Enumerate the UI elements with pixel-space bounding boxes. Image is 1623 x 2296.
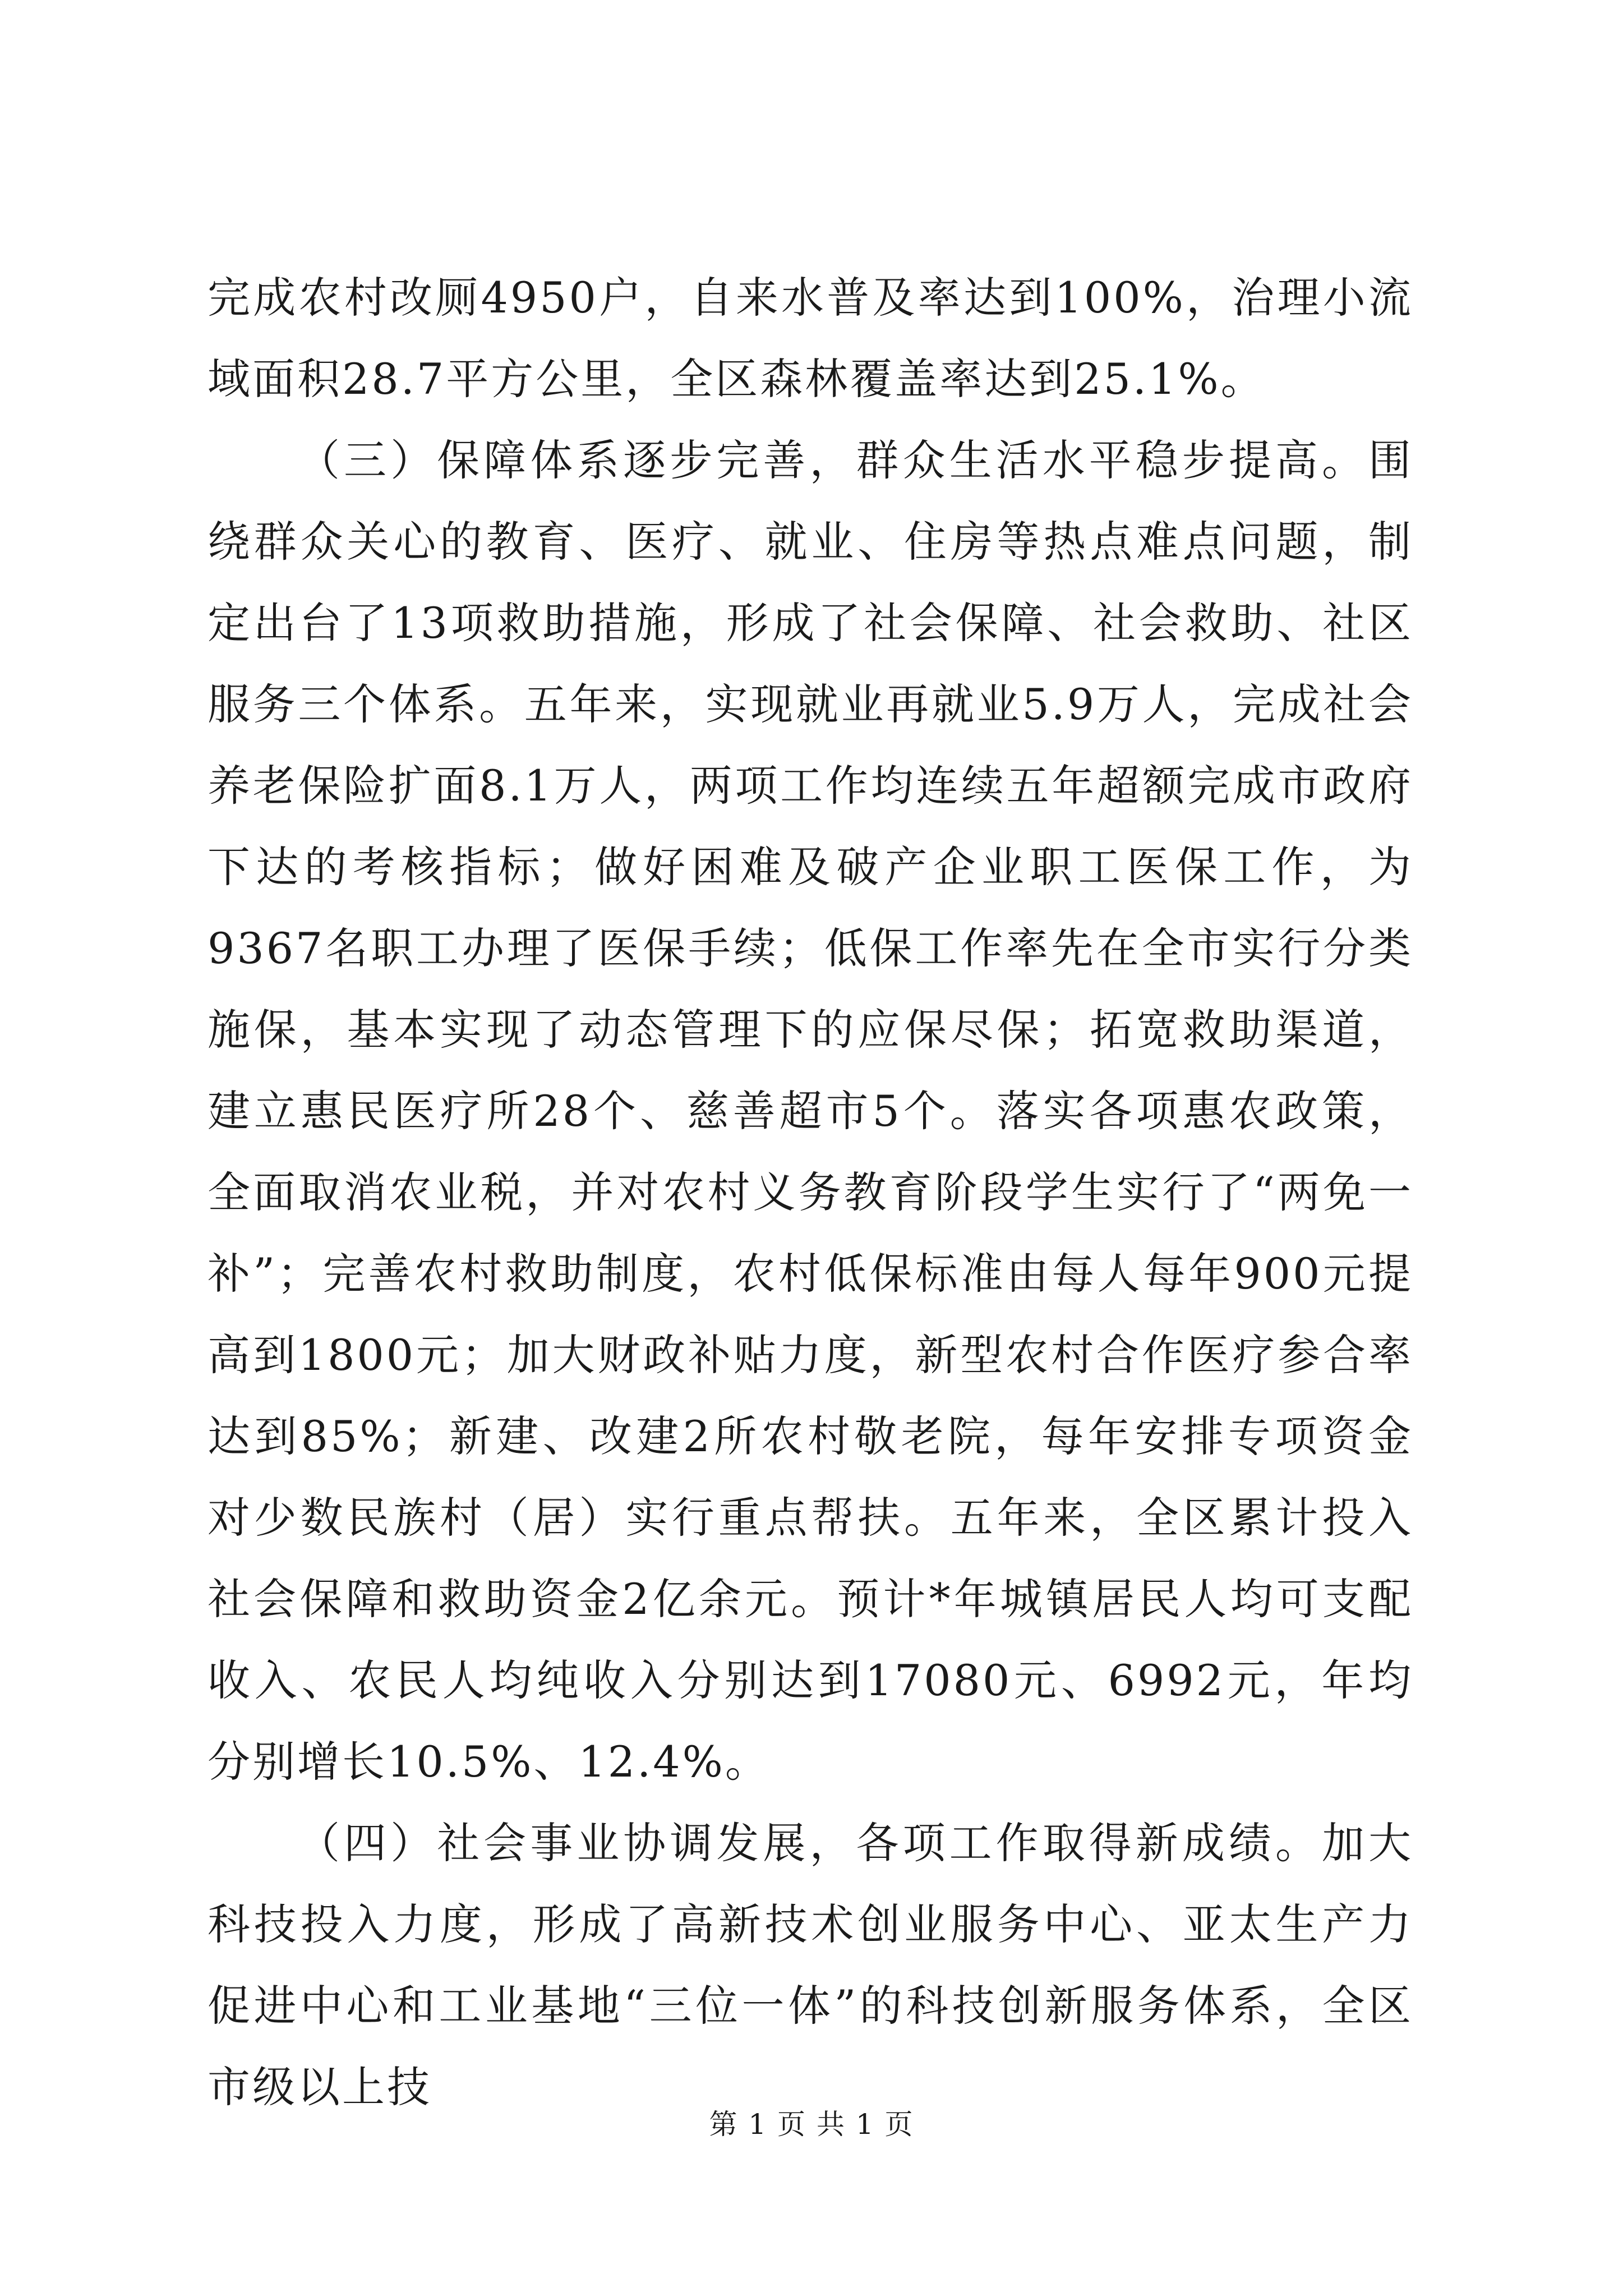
- document-body: [208, 257, 1413, 2128]
- paragraph-section-four: （四）社会事业协调发展，各项工作取得新成绩。加大科技投入力度，形成了高新技术创业服务中心、亚太生产力促进中心和工业基地“三位一体”的科技创新服务体系，全区市级以上技: [208, 1818, 1413, 2112]
- paragraph-section-three: （三）保障体系逐步完善，群众生活水平稳步提高。围绕群众关心的教育、医疗、就业、住房等热点难点问题，制定出台了13项救助措施，形成了社会保障、社会救助、社区服务三个体系。五年来，实现就业再就业5.9万人，完成社会养老保险扩面8.1万人，两项工作均连续五年超额完成市政府下达的考核指标；做好困难及破产企业职工医保工作，为9367名职工办理了医保手续；低保工作率先在全市实行分类施保，基本实现了动态管理下的应保尽保；拓宽救助渠道，建立惠民医疗所28个、慈善超市5个。落实各项惠农政策，全面取消农业税，并对农村义务教育阶段学生实行了“两免一补”；完善农村救助制度，农村低保标准由每人每年900元提高到1800元；加大财政补贴力度，新型农村合作医疗参合率达到85%；新建、改建2所农村敬老院，每年安排专项资金对少数民族村（居）实行重点帮扶。五年来，全区累计投入社会保障和救助资金2亿余元。预计*年城镇居民人均可支配收入、农民人均纯收入分别达到17080元、6992元，年均分别增长10.5%、12.4%。: [208, 435, 1413, 1787]
- paragraph-continuation: 完成农村改厕4950户，自来水普及率达到100%，治理小流域面积28.7平方公里，全区森林覆盖率达到25.1%。: [208, 273, 1413, 404]
- page-footer: 第 1 页 共 1 页: [709, 2108, 914, 2141]
